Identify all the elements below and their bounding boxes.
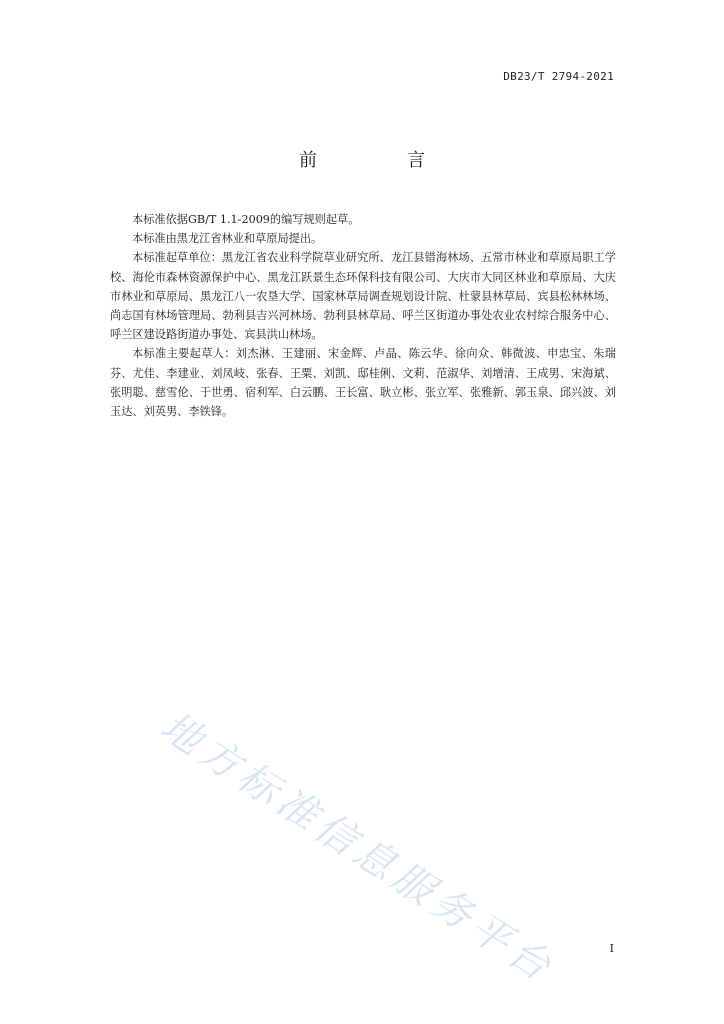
paragraph-drafting-rules: 本标准依据GB/T 1.1-2009的编写规则起草。 [132, 213, 360, 226]
standard-code: DB23/T 2794-2021 [503, 70, 614, 83]
watermark: 地方标准信息服务平台 [152, 703, 563, 993]
page-title: 前 言 [299, 150, 461, 171]
foreword-body [110, 210, 616, 421]
paragraph-proposer: 本标准由黑龙江省林业和草原局提出。 [132, 232, 323, 246]
page-number: I [609, 942, 614, 955]
paragraph-drafters: 本标准主要起草人：刘杰淋、王建丽、宋金辉、卢晶、陈云华、徐向众、韩微波、申忠宝、朱瑞芬、尤佳、李建业、刘凤岐、张春、王粟、刘凯、邸桂俐、文莉、范淑华、刘增清、王成男、宋海斌、张明聪、慈雪伦、于世勇、宿利军、白云鹏、王长富、耿立彬、张立军、张雅新、郭玉泉、邱兴波、刘玉达、刘英男、李铁锋。 [110, 347, 616, 419]
paragraph-drafting-units: 本标准起草单位：黑龙江省农业科学院草业研究所、龙江县错海林场、五常市林业和草原局职工学校、海伦市森林资源保护中心、黑龙江跃景生态环保科技有限公司、大庆市大同区林业和草原局、大庆市林业和草原局、黑龙江八一农垦大学、国家林草局调查规划设计院、杜蒙县林草局、宾县松林林场、尚志国有林场管理局、勃利县吉兴河林场、勃利县林草局、呼兰区街道办事处农业农村综合服务中心、呼兰区建设路街道办事处、宾县洪山林场。 [110, 251, 616, 342]
